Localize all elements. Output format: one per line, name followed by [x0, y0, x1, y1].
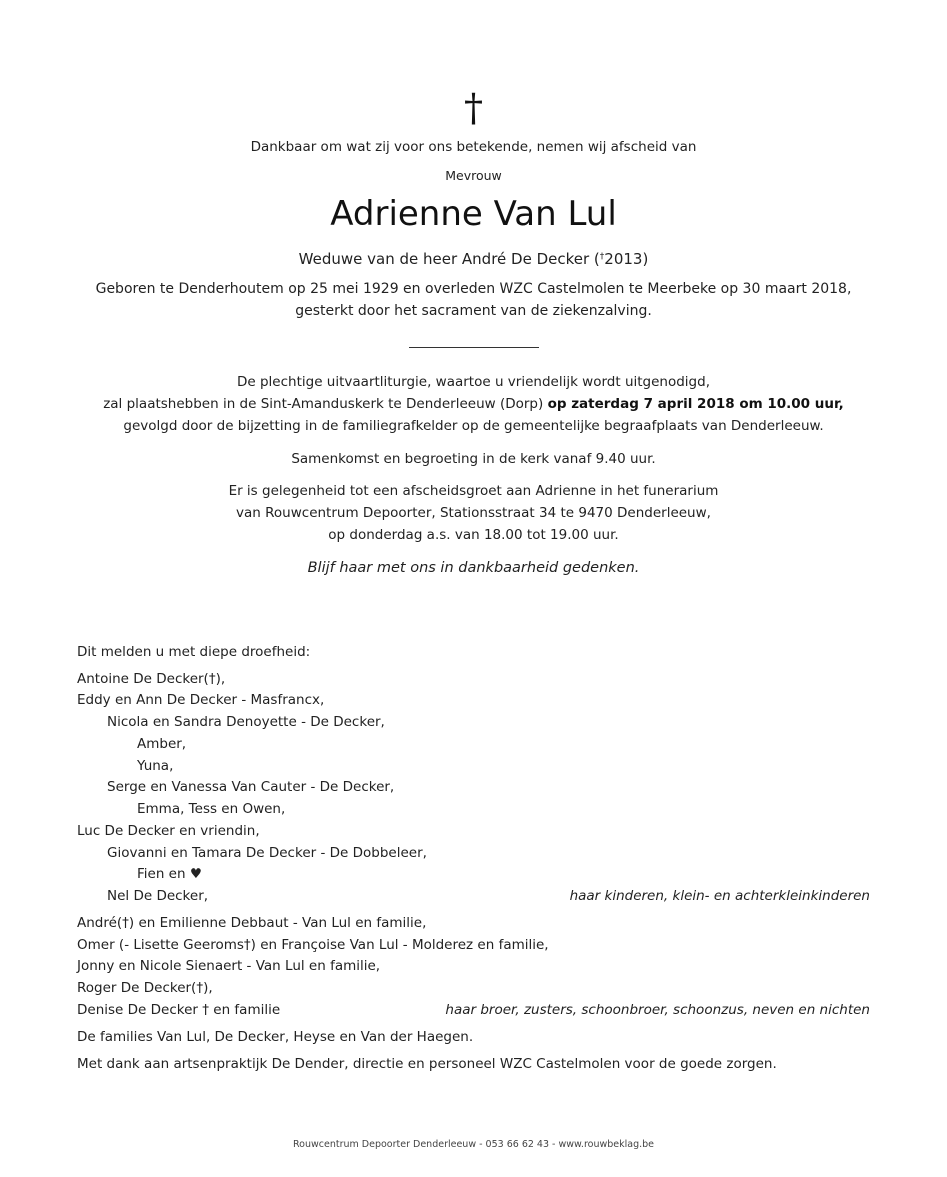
mourner-line: Yuna, [137, 758, 174, 774]
funeral-line-2 [0, 393, 947, 415]
born-line-2: gesterkt door het sacrament van de ziekenzalving. [295, 303, 652, 319]
siblings-relation: haar broer, zusters, schoonbroer, schoonzus, neven en nichten [445, 1002, 870, 1018]
birth-death-info [0, 278, 947, 322]
deceased-name: Adrienne Van Lul [330, 194, 617, 234]
mourner-line: Antoine De Decker(†), [77, 671, 226, 687]
motto: Blijf haar met ons in dankbaarheid gedenken. [307, 560, 640, 576]
mourner-line: Eddy en Ann De Decker - Masfrancx, [77, 692, 325, 708]
mourner-line: Nicola en Sandra Denoyette - De Decker, [107, 714, 385, 730]
mourner-line: Giovanni en Tamara De Decker - De Dobbeleer, [107, 845, 427, 861]
mourner-line: Luc De Decker en vriendin, [77, 823, 260, 839]
visitation-line-2: van Rouwcentrum Depoorter, Stationsstraat 34 te 9470 Denderleeuw, [236, 505, 711, 521]
visitation-line-1: Er is gelegenheid tot een afscheidsgroet aan Adrienne in het funerarium [228, 483, 719, 499]
mourners-heading: Dit melden u met diepe droefheid: [77, 644, 311, 660]
funeral-location: zal plaatshebben in de Sint-Amanduskerk te Denderleeuw (Dorp) [103, 396, 548, 412]
mourner-line: Emma, Tess en Owen, [137, 801, 286, 817]
mourner-line: Denise De Decker † en familie [77, 1002, 281, 1018]
funeral-info [0, 371, 947, 437]
thanks-line: Met dank aan artsenpraktijk De Dender, directie en personeel WZC Castelmolen voor de goede zorgen. [77, 1056, 777, 1072]
mourner-line: Serge en Vanessa Van Cauter - De Decker, [107, 779, 395, 795]
born-line-1: Geboren te Denderhoutem op 25 mei 1929 en overleden WZC Castelmolen te Meerbeke op 30 maart 2018, [95, 281, 852, 297]
funeral-line-1: De plechtige uitvaartliturgie, waartoe u vriendelijk wordt uitgenodigd, [237, 374, 710, 390]
mourner-line: Nel De Decker, [107, 888, 209, 904]
funeral-line-3: gevolgd door de bijzetting in de familiegrafkelder op de gemeentelijke begraafplaats van Denderleeuw. [123, 418, 824, 434]
mourner-line: Jonny en Nicole Sienaert - Van Lul en familie, [77, 958, 381, 974]
divider [409, 347, 539, 348]
salutation: Mevrouw [445, 168, 502, 183]
funeral-datetime: op zaterdag 7 april 2018 om 10.00 uur, [547, 396, 844, 412]
cross-icon: † [464, 86, 483, 130]
widow-line [0, 245, 947, 271]
widow-suffix: 2013) [604, 250, 649, 268]
mourner-line: André(†) en Emilienne Debbaut - Van Lul en familie, [77, 915, 427, 931]
mourner-line: Roger De Decker(†), [77, 980, 213, 996]
widow-prefix: Weduwe van de heer André De Decker ( [298, 250, 600, 268]
mourner-line: Amber, [137, 736, 187, 752]
children-relation: haar kinderen, klein- en achterkleinkinderen [569, 888, 870, 904]
intro-text: Dankbaar om wat zij voor ons betekende, nemen wij afscheid van [250, 139, 697, 155]
visitation-info [0, 480, 947, 546]
visitation-line-3: op donderdag a.s. van 18.00 tot 19.00 uur. [328, 527, 619, 543]
footer: Rouwcentrum Depoorter Denderleeuw - 053 66 62 43 - www.rouwbeklag.be [293, 1139, 654, 1150]
families-line: De families Van Lul, De Decker, Heyse en Van der Haegen. [77, 1029, 474, 1045]
widow-cross-icon: † [599, 252, 605, 262]
gathering-info: Samenkomst en begroeting in de kerk vanaf 9.40 uur. [291, 451, 656, 467]
mourner-line: Omer (- Lisette Geeroms†) en Françoise Van Lul - Molderez en familie, [77, 937, 549, 953]
mourner-line: Fien en ♥ [137, 866, 202, 882]
